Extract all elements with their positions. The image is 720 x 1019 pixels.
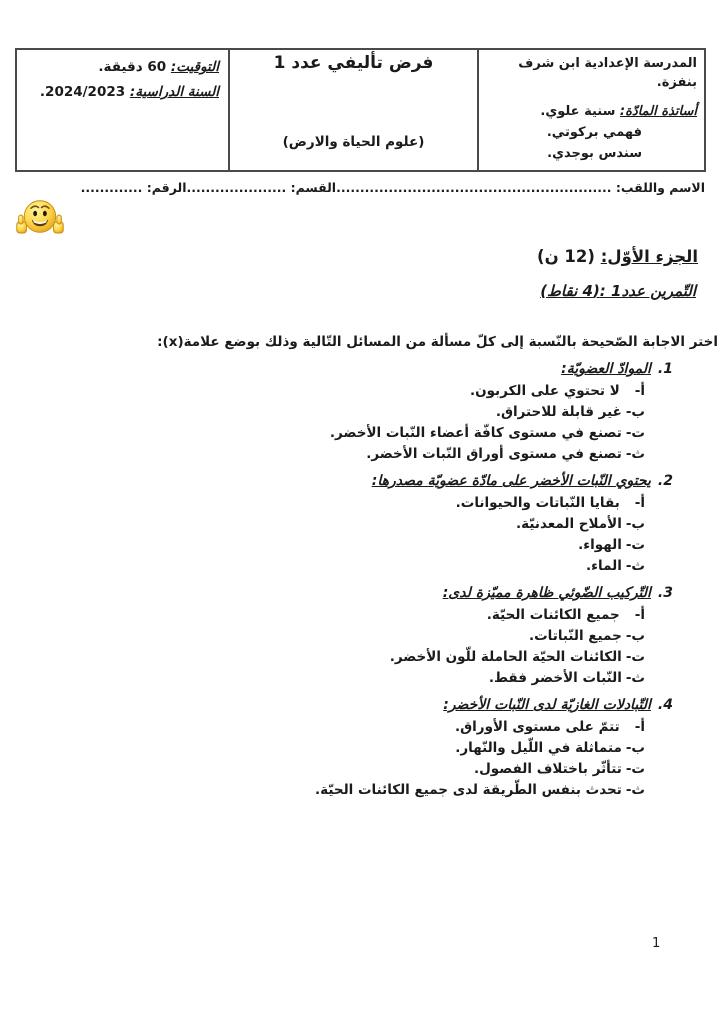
question-text: التّبادلات الغازيّة لدى النّبات الأخضر:	[443, 697, 651, 713]
thumbs-up-smiley-emoji-icon	[16, 196, 64, 240]
option-marker: أ-	[634, 495, 645, 511]
option-text: الأملاح المعدنيّة.	[516, 516, 622, 532]
class-fill-line: .....................	[186, 180, 287, 195]
teacher-name: سنية علوي.	[540, 104, 616, 119]
option-text: النّبات الأخضر فقط.	[488, 670, 622, 686]
name-label: الاسم واللقب:	[615, 180, 705, 195]
question-header	[0, 358, 673, 381]
exercise-one-points: (4 نقاط)	[540, 282, 600, 300]
question-option	[0, 493, 645, 514]
question-header	[0, 582, 673, 605]
option-marker: ت-	[625, 649, 645, 665]
option-text: لا تحتوي على الكربون.	[469, 383, 620, 399]
class-label: القسم:	[290, 180, 337, 195]
question-option	[0, 514, 645, 535]
option-marker: ب-	[625, 404, 645, 420]
subject-title: (علوم الحياة والارض)	[282, 134, 425, 150]
question-number: 3.	[657, 585, 673, 601]
question-number: 1.	[657, 361, 673, 377]
option-marker: ث-	[625, 670, 645, 686]
option-text: بقايا النّباتات والحيوانات.	[455, 495, 620, 511]
teacher-name: سندس بوجدي.	[547, 146, 642, 161]
question-option	[0, 647, 645, 668]
option-text: الكائنات الحيّة الحاملة للّون الأخضر.	[389, 649, 622, 665]
question-option	[0, 402, 645, 423]
question-number: 2.	[657, 473, 673, 489]
number-fill-line: .............	[80, 180, 143, 195]
option-marker: أ-	[634, 607, 645, 623]
option-marker: ت-	[625, 761, 645, 777]
exam-title-cell	[230, 50, 479, 170]
question-text: التّركيب الضّوئي ظاهرة مميّزة لدى:	[442, 585, 651, 601]
option-marker: ب-	[625, 516, 645, 532]
question-option	[0, 556, 645, 577]
option-marker: ث-	[625, 446, 645, 462]
question-option	[0, 381, 645, 402]
option-marker: أ-	[634, 719, 645, 735]
timing-value: 60 دقيقة.	[98, 59, 167, 75]
option-text: متماثلة في اللّيل والنّهار.	[455, 740, 622, 756]
exam-title: فرض تأليفي عدد 1	[273, 53, 434, 73]
exam-header-table	[15, 48, 706, 172]
option-marker: ب-	[625, 740, 645, 756]
option-text: تتمّ على مستوى الأوراق.	[454, 719, 620, 735]
question-text: يحتوي النّبات الأخضر على مادّة عضويّة مصدرها:	[371, 473, 651, 489]
timing-label: التوقيت:	[170, 59, 219, 75]
exercise-one-title: التّمرين عدد1 :	[599, 282, 696, 300]
option-marker: ث-	[625, 558, 645, 574]
option-marker: ث-	[625, 782, 645, 798]
question-header	[0, 694, 673, 717]
part-one-heading	[0, 245, 698, 269]
page-number: 1	[652, 936, 661, 951]
part-one-title: الجزء الأوّل:	[600, 247, 698, 266]
number-label: الرقم:	[146, 180, 187, 195]
option-text: غير قابلة للاحتراق.	[495, 404, 622, 420]
question-option	[0, 668, 645, 689]
year-label: السنة الدراسية:	[129, 84, 219, 100]
option-text: تتأثّر باختلاف الفصول.	[473, 761, 622, 777]
option-marker: ب-	[625, 628, 645, 644]
question-text: الموادّ العضويّة:	[561, 361, 651, 377]
question-option	[0, 738, 645, 759]
teachers-block	[486, 101, 697, 164]
option-text: جميع النّباتات.	[528, 628, 622, 644]
option-marker: أ-	[634, 383, 645, 399]
question-option	[0, 444, 645, 465]
question-option	[0, 423, 645, 444]
option-text: تصنع في مستوى أوراق النّبات الأخضر.	[366, 446, 622, 462]
timing-line	[26, 55, 219, 80]
year-line	[26, 80, 219, 105]
option-text: الماء.	[585, 558, 622, 574]
option-text: تحدث بنفس الطّريقة لدى جميع الكائنات الحيّة.	[315, 782, 622, 798]
school-cell	[479, 50, 704, 170]
name-fill-line: ..........................................................	[336, 180, 612, 195]
question-option	[0, 626, 645, 647]
option-marker: ت-	[625, 425, 645, 441]
question-option	[0, 759, 645, 780]
questions-list	[0, 358, 720, 801]
question-option	[0, 780, 645, 801]
student-info-line	[14, 180, 705, 195]
teachers-label: أساتذة المادّة:	[619, 104, 697, 119]
instruction-text: اختر الاجابة الصّحيحة بالنّسبة إلى كلّ مسألة من المسائل التّالية وذلك بوضع علامة(x):	[157, 334, 718, 350]
question-header	[0, 470, 673, 493]
timing-cell	[17, 50, 230, 170]
option-text: جميع الكائنات الحيّة.	[486, 607, 620, 623]
teacher-name: فهمي بركوتي.	[546, 125, 642, 140]
year-value: 2024/2023.	[39, 84, 126, 100]
option-text: الهواء.	[578, 537, 622, 553]
teachers-line	[486, 101, 697, 122]
school-name: المدرسة الإعدادية ابن شرف بنفزة.	[518, 56, 697, 90]
question-option	[0, 717, 645, 738]
question-number: 4.	[657, 697, 673, 713]
option-marker: ت-	[625, 537, 645, 553]
part-one-points: (12 ن)	[537, 247, 595, 266]
question-option	[0, 605, 645, 626]
question-option	[0, 535, 645, 556]
option-text: تصنع في مستوى كافّة أعضاء النّبات الأخضر.	[329, 425, 622, 441]
exercise-one-heading	[0, 280, 696, 303]
